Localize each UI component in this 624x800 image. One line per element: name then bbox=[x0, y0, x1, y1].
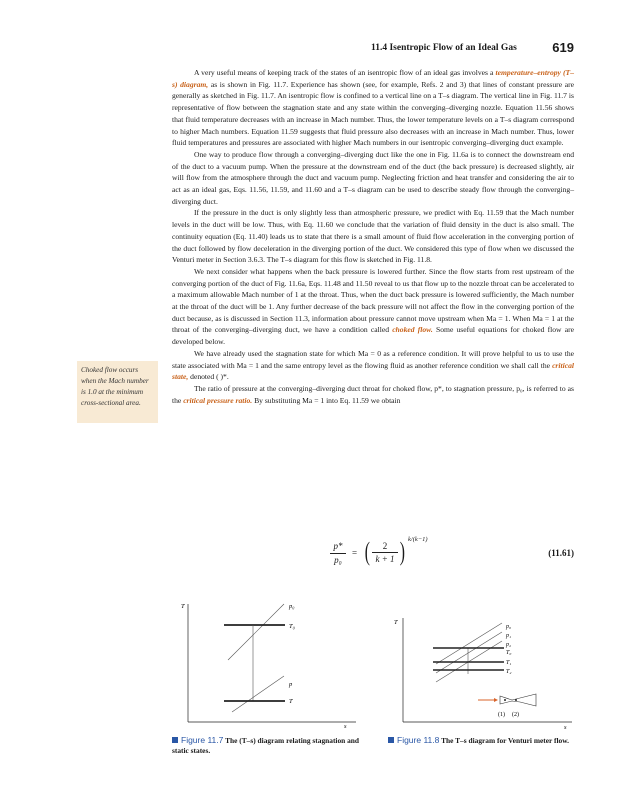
body-text bbox=[172, 67, 574, 406]
caption-marker-icon bbox=[172, 737, 178, 743]
fig7-label-p: p bbox=[289, 681, 293, 688]
keyword-term: critical pressure ratio. bbox=[183, 395, 253, 405]
equation-rhs bbox=[372, 541, 398, 564]
fig8-label-T1: T₁ bbox=[506, 660, 512, 666]
page-header bbox=[371, 40, 574, 56]
running-head: 11.4 Isentropic Flow of an Ideal Gas bbox=[371, 43, 517, 53]
fig7-label-p0: p₀ bbox=[289, 603, 295, 610]
text-run: A very useful means of keeping track of the states of an isentropic flow of an ideal gas involves a bbox=[194, 68, 496, 77]
paragraph bbox=[172, 266, 574, 348]
text-run: Some useful equations for choked flow are developed below. bbox=[172, 325, 574, 347]
fig8-caption-label: Figure 11.8 bbox=[397, 735, 440, 745]
fig7-axis-x: s bbox=[344, 723, 347, 730]
fig8-label-T2: T₂ bbox=[506, 669, 512, 675]
fig8-p1-line bbox=[436, 632, 502, 673]
keyword-term: choked flow. bbox=[392, 325, 433, 335]
equation-number: (11.61) bbox=[548, 548, 574, 558]
paragraph bbox=[172, 149, 574, 208]
equation-11-61: p* p₀ = ( 2 k + 1 ) k/(k−1) (11.61) bbox=[172, 539, 574, 575]
figure-11-7-caption bbox=[172, 735, 362, 756]
text-run: We have already used the stagnation state for which Ma = 0 as a reference condition. It will prove helpful to us to use the state associated with Ma = 1 and the same entropy level as the flowing fluid as another reference condition we shall call the bbox=[172, 348, 574, 370]
text-run: denoted ( )*. bbox=[188, 372, 229, 382]
venturi-sketch-icon bbox=[478, 694, 536, 706]
fig7-p-line bbox=[232, 676, 284, 712]
keyword-term: temperature–entropy (T–s) diagram, bbox=[172, 68, 574, 89]
keyword-term: critical state, bbox=[172, 360, 574, 382]
figure-11-7 bbox=[172, 598, 362, 730]
fig8-axis-x: s bbox=[564, 724, 567, 730]
equation-exponent: k/(k−1) bbox=[408, 536, 428, 543]
equation-equals: = bbox=[352, 548, 358, 558]
equation-lhs-denominator: p₀ bbox=[334, 555, 342, 565]
text-run: We next consider what happens when the back pressure is lowered further. Since the flow starts from rest upstream of the converging portion of the duct of Fig. 11.6a, Eqs. 11.48 and 11.50 reveal to us that flow up to the nozzle throat can be accelerated to a maximum allowable Mach number of 1 at the throat. Thus, when the duct back pressure is lowered sufficiently, the Mach number at the throat of the duct will be 1. Any further decrease of the back pressure will not affect the flow in the converging portion of the duct because, as is discussed in Section 11.3, information about pressure cannot move upstream when Ma = 1. When Ma = 1 at the throat of the converging–diverging duct, we have a condition called bbox=[172, 266, 574, 335]
text-run: as is shown in Fig. 11.7. Experience has shown (see, for example, Refs. 2 and 3) that lines of constant pressure are generally as sketched in Fig. 11.7. An isentropic flow is confined to a vertical line on a T–s diagram. The vertical line in Fig. 11.7 is representative of flow between the stagnation state and any state within the converging–diverging nozzle. Equation 11.56 shows that fluid temperature decreases with an increase in Mach number. Thus, the lower temperature levels on a T–s diagram correspond to higher Mach numbers. Equation 11.59 suggests that fluid pressure also decreases with an increase in Mach number. Thus, lower fluid temperatures and pressures are associated with higher Mach numbers in our isentropic converging–diverging duct example. bbox=[172, 79, 574, 148]
equation-rhs-numerator: 2 bbox=[382, 541, 388, 551]
fig8-axis-y: T bbox=[394, 619, 398, 626]
text-run: By substituting Ma = 1 into Eq. 11.59 we obtain bbox=[252, 395, 401, 405]
fig8-caption-text: The T–s diagram for Venturi meter flow. bbox=[441, 736, 569, 745]
text-run: The ratio of pressure at the converging–diverging duct throat for choked flow, p*, to stagnation pressure, p₀, is referred to as the bbox=[172, 383, 574, 405]
fig8-station-1: (1) bbox=[498, 712, 505, 718]
page-number: 619 bbox=[552, 40, 574, 55]
fig8-p0-line bbox=[436, 623, 502, 664]
fig7-label-T: T bbox=[289, 698, 293, 705]
caption-marker-icon bbox=[388, 737, 394, 743]
text-run: If the pressure in the duct is only slightly less than atmospheric pressure, we predict with Eq. 11.59 that the Mach number levels in the duct will be low. Thus, with Eq. 11.60 we conclude that the variation of fluid density in the duct is also small. The continuity equation (Eq. 11.40) leads us to state that there is a small amount of fluid flow acceleration in the converging portion of the duct followed by flow deceleration in the diverging portion of the duct. We considered this type of flow when we discussed the Venturi meter in Section 3.6.3. The T–s diagram for this flow is sketched in Fig. 11.8. bbox=[172, 208, 574, 265]
fig8-label-p1: p₁ bbox=[506, 633, 512, 639]
margin-note: Choked flow occurs when the Mach number is 1.0 at the minimum cross-sectional area. bbox=[77, 361, 158, 423]
figure-11-8-caption bbox=[388, 735, 574, 746]
text-run: One way to produce flow through a converging–diverging duct like the one in Fig. 11.6a is to connect the downstream end of the duct to a vacuum pump. When the pressure at the downstream end of the duct (the back pressure) is decreased slightly, air will flow from the atmosphere through the duct and vacuum pump. Neglecting friction and heat transfer and considering the air to act as an ideal gas, Eqs. 11.56, 11.59, and 11.60 and a T–s diagram can be used to describe steady flow through the converging–diverging duct. bbox=[172, 149, 574, 206]
equation-rhs-denominator: k + 1 bbox=[375, 554, 395, 564]
fig7-axis-y: T bbox=[181, 603, 185, 610]
fig8-label-p2: p₂ bbox=[506, 642, 512, 648]
fig7-caption-text: The (T–s) diagram relating stagnation and static states. bbox=[172, 736, 360, 755]
fig8-label-T0: T₀ bbox=[506, 650, 512, 656]
paragraph bbox=[172, 207, 574, 266]
fig8-label-p0: p₀ bbox=[506, 624, 512, 630]
paragraph bbox=[172, 383, 574, 406]
equation-lhs-numerator: p* bbox=[333, 541, 343, 551]
paragraph bbox=[172, 348, 574, 383]
fig7-label-T0: T₀ bbox=[289, 623, 295, 630]
fig8-station-2: (2) bbox=[512, 712, 519, 718]
figure-11-8 bbox=[388, 612, 578, 730]
paragraph bbox=[172, 67, 574, 149]
fig7-p0-line bbox=[228, 604, 284, 660]
fig7-caption-label: Figure 11.7 bbox=[181, 735, 224, 745]
